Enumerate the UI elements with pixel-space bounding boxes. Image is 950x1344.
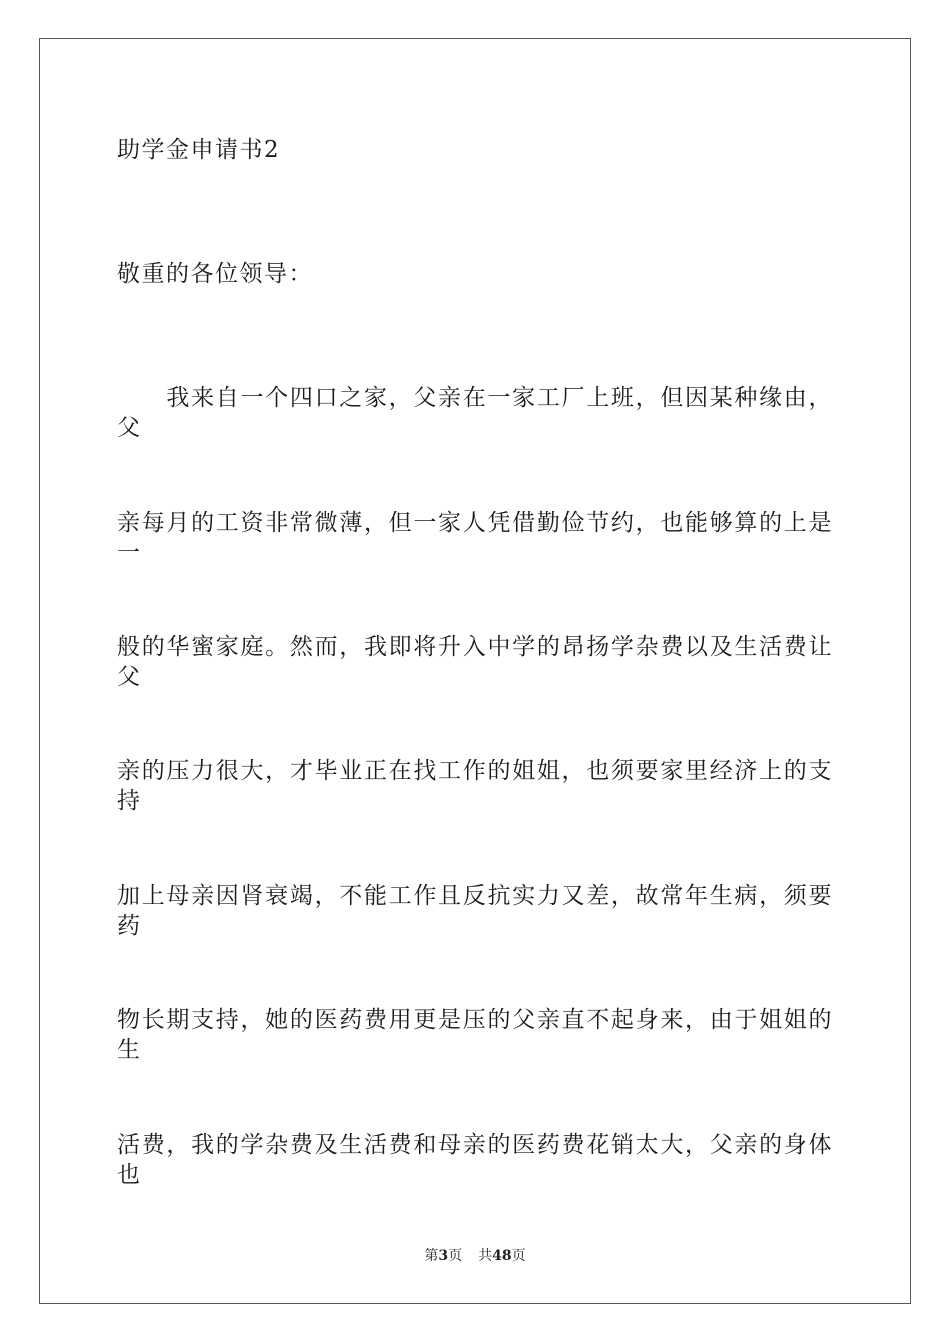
page-suffix: 页 (448, 1248, 463, 1264)
page-prefix: 第 (424, 1248, 439, 1264)
body-line-3: 般的华蜜家庭。然而，我即将升入中学的昂扬学杂费以及生活费让父 (117, 634, 833, 690)
body-line-6: 物长期支持，她的医药费用更是压的父亲直不起身来，由于姐姐的生 (117, 1007, 833, 1063)
body-line-2: 亲每月的工资非常微薄，但一家人凭借勤俭节约，也能够算的上是一 (117, 510, 833, 566)
total-suffix: 页 (511, 1248, 526, 1264)
total-pages: 48 (492, 1248, 512, 1264)
body-line-5: 加上母亲因肾衰竭，不能工作且反抗实力又差，故常年生病，须要药 (117, 883, 833, 939)
body-line-1: 我来自一个四口之家，父亲在一家工厂上班，但因某种缘由，父 (117, 385, 833, 441)
body-line-7: 活费，我的学杂费及生活费和母亲的医药费花销太大，父亲的身体也 (117, 1132, 833, 1188)
document-title: 助学金申请书2 (117, 137, 281, 163)
salutation: 敬重的各位领导： (117, 261, 313, 287)
total-prefix: 共 (478, 1248, 493, 1264)
page-number: 3 (438, 1248, 449, 1264)
page-footer (0, 1246, 950, 1266)
body-line-4: 亲的压力很大，才毕业正在找工作的姐姐，也须要家里经济上的支持 (117, 758, 833, 814)
